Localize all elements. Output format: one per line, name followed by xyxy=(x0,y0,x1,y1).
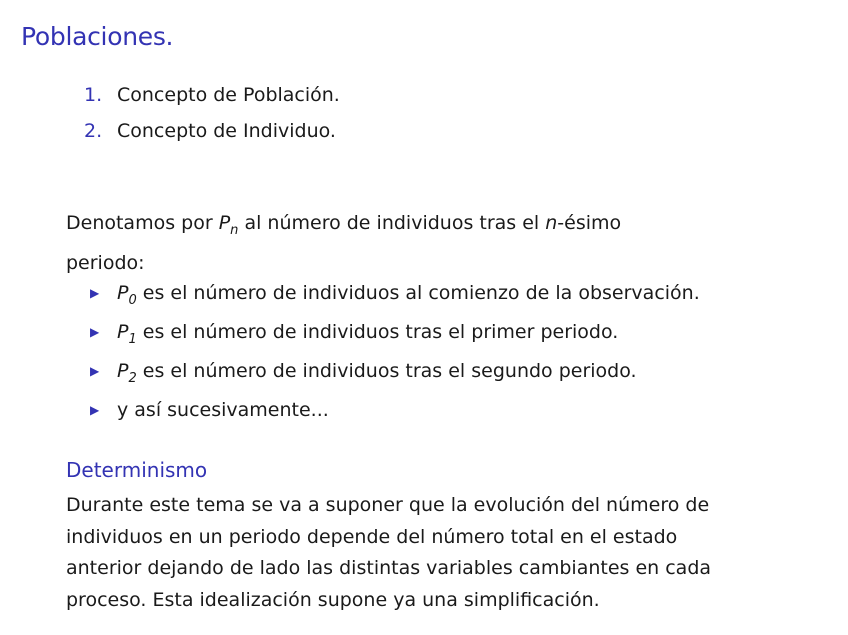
math-variable xyxy=(117,360,137,386)
bullet-item xyxy=(90,276,700,315)
block-line: Durante este tema se va a suponer que la evolución del número de xyxy=(66,494,710,516)
bullet-item xyxy=(90,393,700,432)
intro-paragraph xyxy=(66,207,621,279)
list-item xyxy=(84,80,340,116)
block-line: individuos en un periodo depende del número total en el estado xyxy=(66,525,678,548)
bullet-text: es el número de individuos al comienzo de la observación. xyxy=(136,282,700,304)
intro-text: Denotamos por xyxy=(66,212,219,234)
bullet-text: y así sucesivamente... xyxy=(117,399,329,421)
triangle-bullet-icon: ▶ xyxy=(90,403,100,417)
bullet-item xyxy=(90,315,700,354)
block-body xyxy=(66,490,711,616)
math-symbol: P xyxy=(218,212,231,234)
intro-text: periodo: xyxy=(66,251,145,274)
list-item xyxy=(84,116,340,152)
slide-title: Poblaciones. xyxy=(21,22,174,51)
math-subscript: 2 xyxy=(128,370,137,386)
block-line: proceso. Esta idealización supone ya una simplificación. xyxy=(66,588,600,611)
math-variable xyxy=(117,321,137,347)
block-line: anterior dejando de lado las distintas variables cambiantes en cada xyxy=(66,557,712,579)
math-symbol: P xyxy=(117,360,129,382)
list-number: 1. xyxy=(84,84,103,106)
bullet-item xyxy=(90,354,700,393)
math-subscript: n xyxy=(230,222,239,238)
intro-text: -ésimo xyxy=(557,212,622,234)
bullet-text: es el número de individuos tras el segundo periodo. xyxy=(136,360,637,382)
math-symbol: P xyxy=(117,321,129,343)
list-item-text: Concepto de Población. xyxy=(117,84,340,106)
bullet-list xyxy=(90,276,700,432)
intro-text: al número de individuos tras el xyxy=(238,212,546,234)
triangle-bullet-icon: ▶ xyxy=(90,325,100,339)
bullet-text: es el número de individuos tras el primer periodo. xyxy=(136,321,619,343)
list-item-text: Concepto de Individuo. xyxy=(117,120,336,142)
math-variable: n xyxy=(545,212,558,234)
triangle-bullet-icon: ▶ xyxy=(90,364,100,378)
math-variable xyxy=(218,212,239,238)
triangle-bullet-icon: ▶ xyxy=(90,286,100,300)
block-title: Determinismo xyxy=(66,458,208,482)
math-subscript: 0 xyxy=(128,292,137,308)
math-subscript: 1 xyxy=(128,331,137,347)
list-number: 2. xyxy=(84,120,103,142)
enumerated-list xyxy=(84,80,340,152)
math-variable xyxy=(117,282,137,308)
math-symbol: P xyxy=(117,282,129,304)
